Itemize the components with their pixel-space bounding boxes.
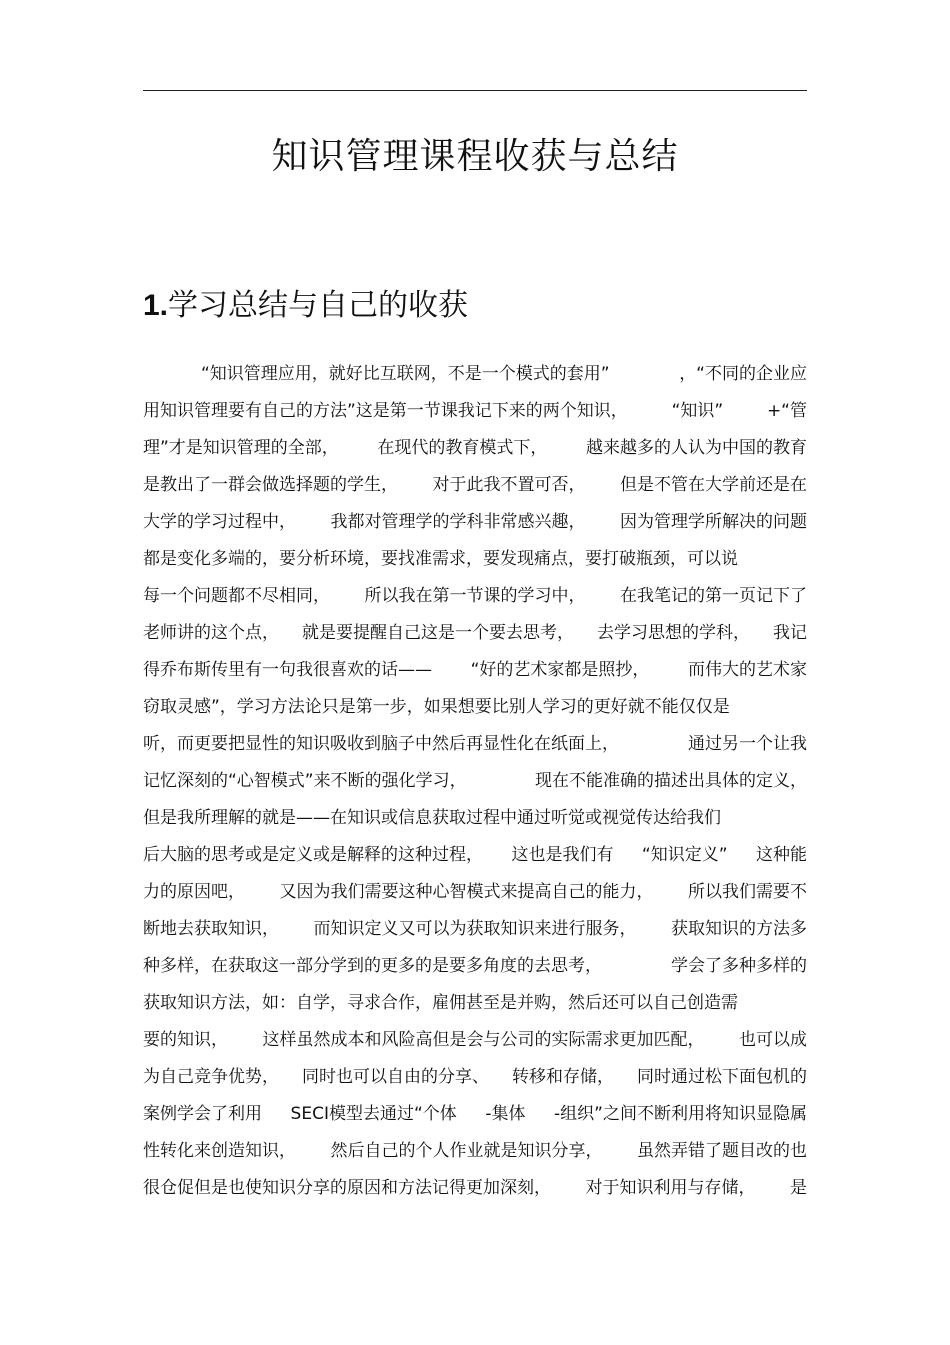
- paragraph-line: [143, 434, 807, 471]
- text-segment: 我记: [773, 623, 807, 643]
- text-segment: -组织”之间不断利用将知识显隐属: [554, 1104, 807, 1124]
- text-segment: +“管: [766, 401, 807, 421]
- text-segment: “知识管理应用，就好比互联网，不是一个模式的套用”: [201, 364, 610, 384]
- paragraph-line: [143, 804, 807, 841]
- text-segment: 对于知识利用与存储，: [585, 1178, 756, 1198]
- text-segment: 大学的学习过程中，: [143, 512, 296, 532]
- text-segment: 老师讲的这个点，: [143, 623, 279, 643]
- text-segment: “知识”: [671, 401, 724, 421]
- text-segment: 虽然弄错了题目改的也: [637, 1141, 807, 1161]
- paragraph-line: [143, 1174, 807, 1211]
- paragraph-line: [143, 656, 807, 693]
- text-segment: 这种能: [755, 845, 807, 865]
- paragraph-line: [143, 1137, 807, 1174]
- text-segment: 这样虽然成本和风险高但是会与公司的实际需求更加匹配，: [262, 1030, 705, 1050]
- text-segment: 获取知识的方法多: [671, 919, 807, 939]
- text-segment: 在我笔记的第一页记下了: [620, 586, 807, 606]
- text-segment: 力的原因吧，: [143, 882, 245, 902]
- text-segment: 所以我们需要不: [688, 882, 807, 902]
- section-heading-text: 学习总结与自己的收获: [168, 288, 469, 323]
- paragraph-line: [143, 582, 807, 619]
- section-number: 1.: [143, 289, 169, 322]
- text-segment: 为自己竞争优势，: [143, 1067, 279, 1087]
- paragraph-line: [143, 397, 807, 434]
- text-segment: 在现代的教育模式下，: [377, 438, 548, 458]
- text-segment: 获取知识方法，如：自学，寻求合作，雇佣甚至是并购，然后还可以自己创造需: [143, 993, 738, 1013]
- text-segment: 这也是我们有: [511, 845, 614, 865]
- text-segment: 记忆深刻的“心智模式”来不断的强化学习，: [143, 771, 467, 791]
- text-segment: 去学习思想的学科，: [597, 623, 750, 643]
- text-segment: 所以我在第一节课的学习中，: [364, 586, 586, 606]
- paragraph-line: [143, 1100, 807, 1137]
- paragraph-line: [143, 545, 807, 582]
- text-segment: 现在不能准确的描述出具体的定义，: [535, 771, 807, 791]
- paragraph-line: [143, 915, 807, 952]
- text-segment: 因为管理学所解决的问题: [620, 512, 807, 532]
- paragraph-line: [143, 878, 807, 915]
- paragraph-line: [143, 508, 807, 545]
- text-segment: 断地去获取知识，: [143, 919, 279, 939]
- paragraph-line: [143, 360, 807, 397]
- paragraph-line: [143, 989, 807, 1026]
- text-segment: 要的知识，: [143, 1030, 228, 1050]
- text-segment: SECI模型去通过“个体: [290, 1104, 457, 1124]
- text-segment: 但是不管在大学前还是在: [620, 475, 807, 495]
- text-segment: 也可以成: [739, 1030, 807, 1050]
- paragraph-line: [143, 1026, 807, 1063]
- text-segment: -集体: [485, 1104, 526, 1124]
- text-segment: 然后自己的个人作业就是知识分享，: [330, 1141, 603, 1161]
- text-segment: 我都对管理学的学科非常感兴趣，: [330, 512, 586, 532]
- text-segment: 转移和存储，: [512, 1067, 614, 1087]
- text-segment: 案例学会了利用: [143, 1104, 262, 1124]
- text-segment: 但是我所理解的就是——在知识或信息获取过程中通过听觉或视觉传达给我们: [143, 808, 721, 828]
- text-segment: 同时也可以自由的分享、: [302, 1067, 489, 1087]
- paragraph-line: [143, 952, 807, 989]
- text-segment: 后大脑的思考或是定义或是解释的这种过程，: [143, 845, 483, 865]
- paragraph-line: [143, 471, 807, 508]
- text-segment: 很仓促但是也使知识分享的原因和方法记得更加深刻，: [143, 1178, 551, 1198]
- text-segment: 性转化来创造知识，: [143, 1141, 296, 1161]
- text-segment: 理”才是知识管理的全部，: [143, 438, 339, 458]
- paragraph-line: [143, 730, 807, 767]
- text-segment: 是教出了一群会做选择题的学生，: [143, 475, 398, 495]
- paragraph-line: [143, 619, 807, 656]
- text-segment: 听，而更要把显性的知识吸收到脑子中然后再显性化在纸面上，: [143, 734, 619, 754]
- text-segment: 窃取灵感”，学习方法论只是第一步，如果想要比别人学习的更好就不能仅仅是: [143, 697, 730, 717]
- text-segment: 每一个问题都不尽相同，: [143, 586, 330, 606]
- text-segment: “知识定义”: [641, 845, 728, 865]
- paragraph-line: [143, 693, 807, 730]
- body-paragraph: [143, 360, 807, 1211]
- header-rule: [143, 90, 807, 91]
- text-segment: 通过另一个让我: [688, 734, 807, 754]
- text-segment: “好的艺术家都是照抄，: [470, 660, 650, 680]
- text-segment: 种多样，在获取这一部分学到的更多的是要多角度的去思考，: [143, 956, 602, 976]
- text-segment: 而知识定义又可以为获取知识来进行服务，: [313, 919, 637, 939]
- text-segment: 是: [790, 1178, 807, 1198]
- text-segment: 就是要提醒自己这是一个要去思考，: [302, 623, 574, 643]
- paragraph-line: [143, 841, 807, 878]
- text-segment: 同时通过松下面包机的: [637, 1067, 807, 1087]
- document-title: 知识管理课程收获与总结: [271, 136, 679, 177]
- text-segment: 学会了多种多样的: [671, 956, 807, 976]
- text-segment: 越来越多的人认为中国的教育: [586, 438, 807, 458]
- text-segment: 都是变化多端的，要分析环境，要找准需求，要发现痛点，要打破瓶颈，可以说: [143, 549, 738, 569]
- section-heading: [143, 285, 807, 327]
- text-segment: 得乔布斯传里有一句我很喜欢的话——: [143, 660, 432, 680]
- paragraph-line: [143, 767, 807, 804]
- text-segment: ，“不同的企业应: [679, 364, 807, 384]
- text-segment: 又因为我们需要这种心智模式来提高自己的能力，: [279, 882, 654, 902]
- paragraph-line: [143, 1063, 807, 1100]
- text-segment: 用知识管理要有自己的方法”这是第一节课我记下来的两个知识，: [143, 401, 628, 421]
- text-segment: 对于此我不置可否，: [432, 475, 586, 495]
- text-segment: 而伟大的艺术家: [688, 660, 807, 680]
